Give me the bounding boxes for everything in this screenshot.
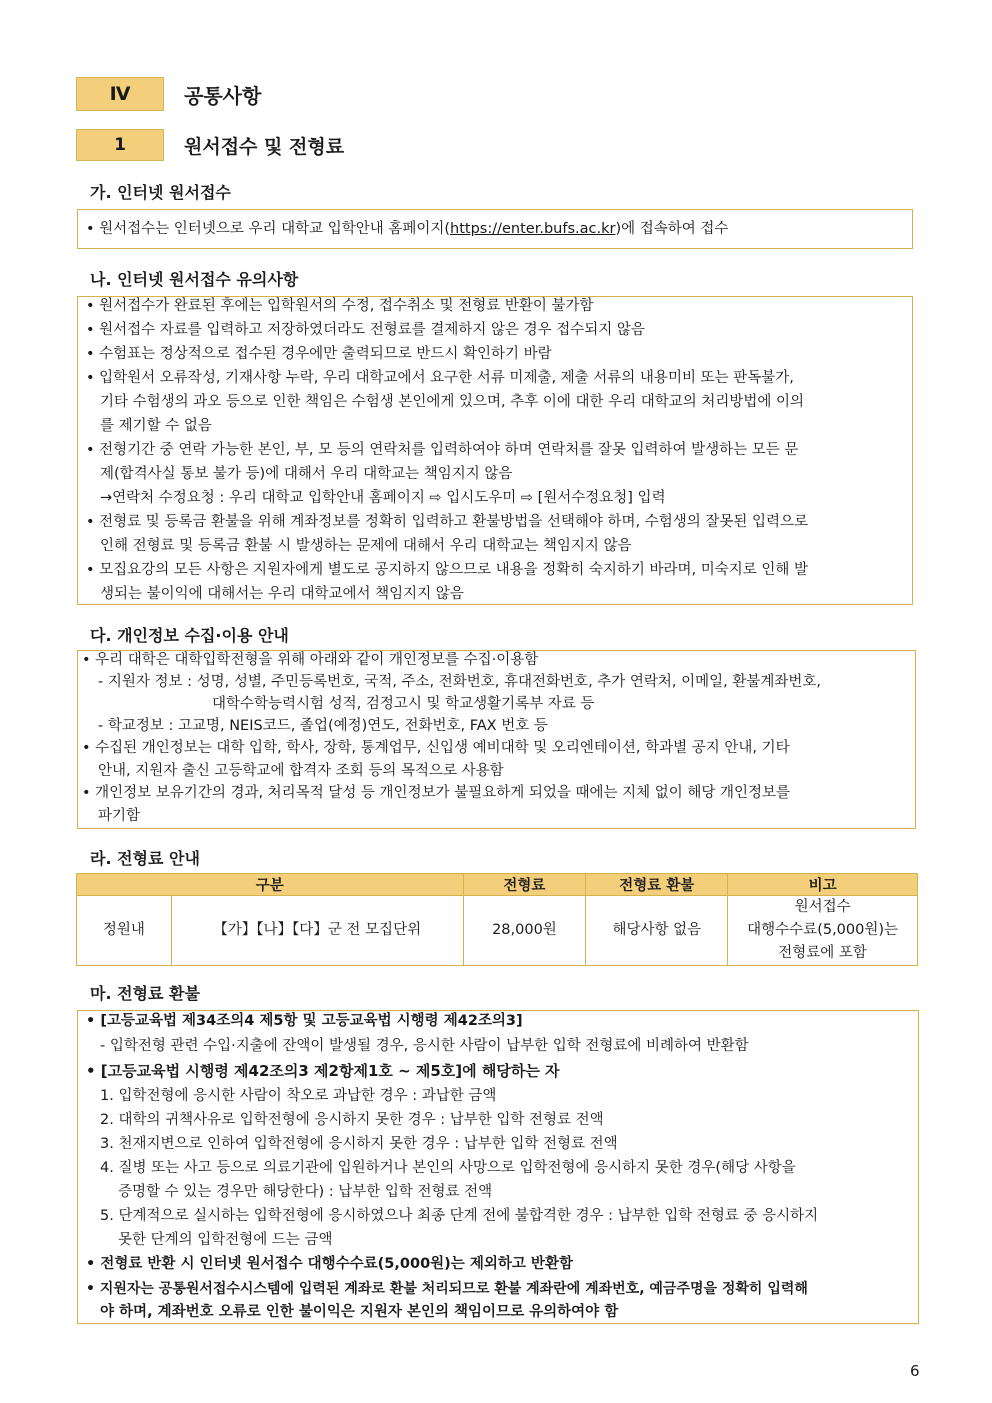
cell-refund: 해당사항 없음 xyxy=(586,896,728,966)
na-line: →연락처 수정요청 : 우리 대학교 입학안내 홈페이지 ⇨ 입시도우미 ⇨ [원서수정요청] 입력 xyxy=(100,490,666,506)
na-line: • 원서접수가 완료된 후에는 입학원서의 수정, 접수취소 및 전형료 반환이 불가함 xyxy=(86,298,594,314)
da-line: - 학교정보 : 고교명, NEIS코드, 졸업(예정)연도, 전화번호, FAX 번호 등 xyxy=(98,718,548,734)
col-header-note: 비고 xyxy=(728,874,918,896)
col-header-fee: 전형료 xyxy=(463,874,586,896)
ma-line: 3. 천재지변으로 인하여 입학전형에 응시하지 못한 경우 : 납부한 입학 전형료 전액 xyxy=(100,1136,618,1152)
ma-line: • 지원자는 공통원서접수시스템에 입력된 계좌로 환불 처리되므로 환불 계좌란에 계좌번호, 예금주명을 정확히 입력해 xyxy=(86,1281,808,1297)
section-title: 공통사항 xyxy=(184,83,262,108)
da-line: • 수집된 개인정보는 대학 입학, 학사, 장학, 통계업무, 신입생 예비대학 및 오리엔테이션, 학과별 공지 안내, 기타 xyxy=(82,740,790,756)
ma-line: 1. 입학전형에 응시한 사람이 착오로 과납한 경우 : 과납한 금액 xyxy=(100,1088,497,1104)
da-line: • 개인정보 보유기간의 경과, 처리목적 달성 등 개인정보가 불필요하게 되었을 때에는 지체 없이 해당 개인정보를 xyxy=(82,785,791,801)
na-line: • 입학원서 오류작성, 기재사항 누락, 우리 대학교에서 요구한 서류 미제출, 제출 서류의 내용미비 또는 판독불가, xyxy=(86,370,794,386)
cell-note xyxy=(728,896,918,966)
na-line: • 수험표는 정상적으로 접수된 경우에만 출력되므로 반드시 확인하기 바람 xyxy=(86,346,552,362)
col-header-category: 구분 xyxy=(77,874,464,896)
cell-units: 【가】【나】【다】군 전 모집단위 xyxy=(171,896,463,966)
note-line: 원서접수 xyxy=(794,899,851,915)
ga-pre: • 원서접수는 인터넷으로 우리 대학교 입학안내 홈페이지( xyxy=(86,221,451,237)
na-line: 를 제기할 수 없음 xyxy=(100,418,212,434)
ma-line: 증명할 수 있는 경우만 해당한다) : 납부한 입학 전형료 전액 xyxy=(118,1184,493,1200)
da-line: 파기함 xyxy=(98,808,141,824)
da-line: - 지원자 정보 : 성명, 성별, 주민등록번호, 국적, 주소, 전화번호, 휴대전화번호, 추가 연락처, 이메일, 환불계좌번호, xyxy=(98,674,822,690)
na-line: • 전형료 및 등록금 환불을 위해 계좌정보를 정확히 입력하고 환불방법을 선택해야 하며, 수험생의 잘못된 입력으로 xyxy=(86,514,809,530)
box-ma xyxy=(77,1010,919,1324)
ga-text xyxy=(86,217,728,241)
section-number: Ⅳ xyxy=(76,77,164,111)
ma-line: 4. 질병 또는 사고 등으로 의료기관에 입원하거나 본인의 사망으로 입학전형에 응시하지 못한 경우(해당 사항을 xyxy=(100,1160,796,1176)
ma-line: 못한 단계의 입학전형에 드는 금액 xyxy=(118,1232,333,1248)
note-line: 대행수수료(5,000원)는 xyxy=(747,922,899,938)
section-header xyxy=(76,77,261,111)
da-line: 안내, 지원자 출신 고등학교에 합격자 조회 등의 목적으로 사용함 xyxy=(98,763,504,779)
col-header-refund: 전형료 환불 xyxy=(586,874,728,896)
heading-na: 나. 인터넷 원서접수 유의사항 xyxy=(90,270,299,289)
na-line: • 원서접수 자료를 입력하고 저장하였더라도 전형료를 결제하지 않은 경우 접수되지 않음 xyxy=(86,322,645,338)
ma-line: • [고등교육법 제34조의4 제5항 및 고등교육법 시행령 제42조의3] xyxy=(86,1013,523,1029)
ma-line: 야 하며, 계좌번호 오류로 인한 불이익은 지원자 본인의 책임이므로 유의하여야 함 xyxy=(100,1304,619,1320)
ma-line: - 입학전형 관련 수입·지출에 잔액이 발생될 경우, 응시한 사람이 납부한 입학 전형료에 비례하여 반환함 xyxy=(100,1038,749,1054)
homepage-link[interactable]: https://enter.bufs.ac.kr xyxy=(450,221,616,237)
ma-line: 2. 대학의 귀책사유로 입학전형에 응시하지 못한 경우 : 납부한 입학 전형료 전액 xyxy=(100,1112,604,1128)
na-line: 인해 전형료 및 등록금 환불 시 발생하는 문제에 대해서 우리 대학교는 책임지지 않음 xyxy=(100,538,632,554)
subsection-header xyxy=(76,129,344,161)
da-line: 대학수학능력시험 성적, 검정고시 및 학교생활기록부 자료 등 xyxy=(212,696,595,712)
box-da xyxy=(77,650,916,829)
na-line: • 모집요강의 모든 사항은 지원자에게 별도로 공지하지 않으므로 내용을 정확히 숙지하기 바라며, 미숙지로 인해 발 xyxy=(86,562,809,578)
table-row xyxy=(77,896,918,966)
heading-da: 다. 개인정보 수집·이용 안내 xyxy=(90,626,289,645)
na-line: 제(합격사실 통보 불가 등)에 대해서 우리 대학교는 책임지지 않음 xyxy=(100,466,513,482)
heading-ma: 마. 전형료 환불 xyxy=(90,984,200,1003)
box-ga xyxy=(77,209,913,249)
na-line: 생되는 불이익에 대해서는 우리 대학교에서 책임지지 않음 xyxy=(100,586,464,602)
box-na xyxy=(77,296,913,605)
ga-post: )에 접속하여 접수 xyxy=(615,221,729,237)
cell-type: 정원내 xyxy=(77,896,172,966)
ma-line: 5. 단계적으로 실시하는 입학전형에 응시하였으나 최종 단계 전에 불합격한 경우 : 납부한 입학 전형료 중 응시하지 xyxy=(100,1208,819,1224)
fee-table xyxy=(76,873,918,966)
na-line: • 전형기간 중 연락 가능한 본인, 부, 모 등의 연락처를 입력하여야 하며 연락처를 잘못 입력하여 발생하는 모든 문 xyxy=(86,442,799,458)
ma-line: • [고등교육법 시행령 제42조의3 제2항제1호 ~ 제5호]에 해당하는 자 xyxy=(86,1062,560,1080)
ma-line: • 전형료 반환 시 인터넷 원서접수 대행수수료(5,000원)는 제외하고 반환함 xyxy=(86,1256,573,1272)
subsection-title: 원서접수 및 전형료 xyxy=(184,135,345,158)
page-number: 6 xyxy=(910,1362,920,1380)
subsection-number: 1 xyxy=(76,129,164,161)
da-line: • 우리 대학은 대학입학전형을 위해 아래와 같이 개인정보를 수집·이용함 xyxy=(82,652,539,668)
na-line: 기타 수험생의 과오 등으로 인한 책임은 수험생 본인에게 있으며, 추후 이에 대한 우리 대학교의 처리방법에 이의 xyxy=(100,394,805,410)
fee-table-header xyxy=(77,874,918,896)
note-line: 전형료에 포함 xyxy=(778,945,867,961)
cell-fee: 28,000원 xyxy=(463,896,586,966)
heading-ra: 라. 전형료 안내 xyxy=(90,849,200,868)
heading-ga: 가. 인터넷 원서접수 xyxy=(90,183,231,202)
